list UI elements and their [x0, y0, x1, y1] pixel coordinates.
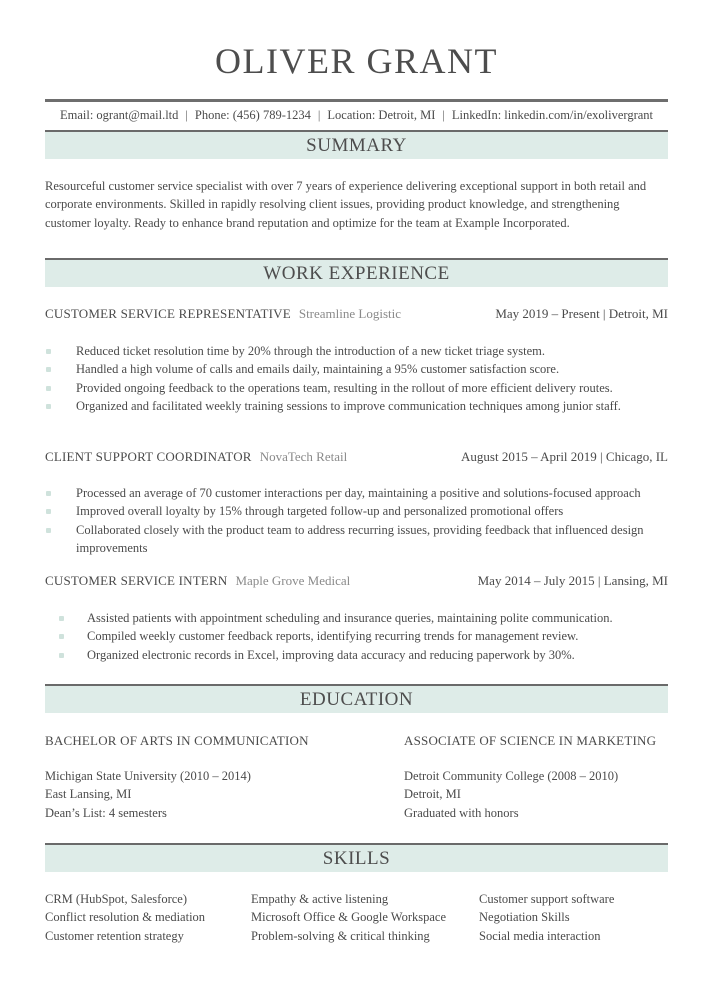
- job-title: CUSTOMER SERVICE INTERN: [45, 573, 228, 588]
- degree-title: ASSOCIATE OF SCIENCE IN MARKETING: [404, 733, 657, 748]
- bullet-icon: [59, 616, 64, 621]
- bullet-icon: [46, 367, 51, 372]
- bullet-icon: [46, 528, 51, 533]
- contact-location: Location: Detroit, MI: [327, 108, 436, 122]
- bullet-text: Handled a high volume of calls and emails daily, maintaining a 95% customer satisfaction score.: [76, 362, 560, 377]
- skill-item: Social media interaction: [479, 928, 601, 943]
- skill-item: CRM (HubSpot, Salesforce): [45, 892, 187, 906]
- job-dates-location: August 2015 – April 2019 | Chicago, IL: [461, 449, 668, 464]
- job-company: Maple Grove Medical: [235, 573, 351, 588]
- education-entry: [404, 733, 704, 822]
- education-entry: [45, 733, 345, 822]
- job-header: [45, 449, 668, 467]
- bullet-icon: [59, 634, 64, 639]
- job-dates-location: May 2019 – Present | Detroit, MI: [495, 306, 668, 321]
- candidate-name: OLIVER GRANT: [215, 41, 498, 81]
- skills-column: [45, 890, 205, 945]
- contact-separator: |: [442, 108, 445, 122]
- skill-item: Empathy & active listening: [251, 892, 389, 906]
- section-header-skills: SKILLS: [45, 843, 668, 872]
- contact-phone: Phone: (456) 789-1234: [194, 108, 311, 122]
- skill-item: Customer retention strategy: [45, 928, 184, 943]
- summary-text: Resourceful customer service specialist with over 7 years of experience delivering exceptional support in both retail and corporate environments. Skilled in rapidly resolving client issues, providing product knowledge, and strengthening customer loyalty. Ready to enhance brand reputation and optimize for the team at Example Incorporated.: [45, 179, 647, 230]
- bullet-text: Reduced ticket resolution time by 20% through the introduction of a new ticket triage system.: [76, 344, 545, 358]
- list-item: [45, 609, 668, 627]
- job-header: [45, 306, 668, 324]
- job-bullets: [45, 484, 668, 557]
- list-item: [45, 627, 668, 645]
- job-title: CLIENT SUPPORT COORDINATOR: [45, 449, 252, 464]
- job-bullets: [45, 609, 668, 664]
- job-company: NovaTech Retail: [259, 449, 348, 464]
- job-dates-location: May 2014 – July 2015 | Lansing, MI: [477, 573, 668, 588]
- skills-column: [251, 890, 446, 945]
- list-item: [45, 342, 668, 360]
- degree-title: BACHELOR OF ARTS IN COMMUNICATION: [45, 733, 309, 748]
- job-header: [45, 573, 668, 591]
- list-item: [45, 397, 668, 415]
- bullet-icon: [59, 653, 64, 658]
- section-header-education: EDUCATION: [45, 684, 668, 713]
- job-title: CUSTOMER SERVICE REPRESENTATIVE: [45, 306, 291, 321]
- skill-item: Microsoft Office & Google Workspace: [251, 910, 447, 925]
- bullet-text: Improved overall loyalty by 15% through targeted follow-up and personalized promotional offers: [76, 504, 564, 519]
- contact-email: Email: ogrant@mail.ltd: [59, 108, 179, 122]
- bullet-text: Organized electronic records in Excel, improving data accuracy and reducing paperwork by 30%.: [87, 647, 575, 662]
- school-name: Detroit Community College (2008 – 2010): [404, 769, 619, 783]
- list-item: [45, 360, 668, 378]
- bullet-icon: [46, 509, 51, 514]
- job-company: Streamline Logistic: [298, 306, 402, 321]
- list-item: [45, 646, 668, 664]
- school-honor: Graduated with honors: [404, 805, 519, 820]
- bullet-icon: [46, 491, 51, 496]
- bullet-text: Processed an average of 70 customer interactions per day, maintaining a positive and solutions-focused approach: [76, 486, 641, 500]
- section-header-summary: SUMMARY: [45, 130, 668, 159]
- bullet-icon: [46, 349, 51, 354]
- bullet-text: Organized and facilitated weekly training sessions to improve communication techniques among junior staff.: [76, 398, 621, 413]
- list-item: [45, 502, 668, 520]
- contact-line: [45, 108, 668, 123]
- bullet-icon: [46, 386, 51, 391]
- contact-separator: |: [185, 108, 188, 122]
- skill-item: Customer support software: [479, 892, 615, 906]
- section-header-work-experience: WORK EXPERIENCE: [45, 258, 668, 287]
- skill-item: Problem-solving & critical thinking: [251, 928, 430, 943]
- school-honor: Dean’s List: 4 semesters: [45, 805, 167, 820]
- list-item: [45, 379, 668, 397]
- school-location: East Lansing, MI: [45, 787, 132, 802]
- header-divider: [45, 99, 668, 102]
- bullet-text: Collaborated closely with the product team to address recurring issues, providing feedback that influenced design improvements: [76, 522, 644, 555]
- bullet-text: Provided ongoing feedback to the operations team, resulting in the rollout of more efficient delivery routes.: [76, 380, 613, 395]
- job-bullets: [45, 342, 668, 415]
- bullet-text: Compiled weekly customer feedback reports, identifying recurring trends for management review.: [87, 629, 579, 644]
- contact-separator: |: [317, 108, 321, 122]
- skill-item: Conflict resolution & mediation: [45, 910, 206, 925]
- school-location: Detroit, MI: [404, 787, 461, 802]
- skills-column: [479, 890, 614, 945]
- bullet-text: Assisted patients with appointment scheduling and insurance queries, maintaining polite communication.: [87, 611, 613, 625]
- list-item: [45, 521, 668, 558]
- skill-item: Negotiation Skills: [479, 910, 570, 925]
- contact-linkedin: LinkedIn: linkedin.com/in/exolivergrant: [451, 108, 654, 122]
- school-name: Michigan State University (2010 – 2014): [45, 769, 251, 783]
- list-item: [45, 484, 668, 502]
- bullet-icon: [46, 404, 51, 409]
